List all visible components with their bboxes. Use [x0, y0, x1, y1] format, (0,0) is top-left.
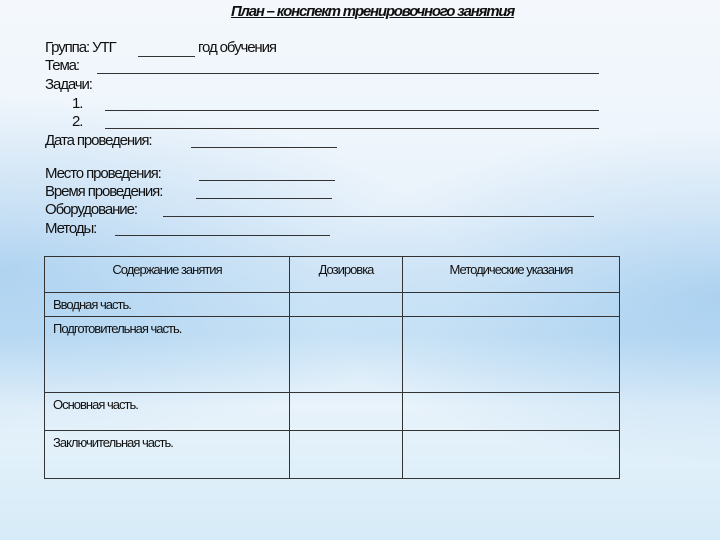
topic-label: Тема:	[45, 57, 79, 74]
table-row	[45, 317, 620, 393]
place-blank	[199, 180, 335, 181]
task-1-blank	[105, 110, 599, 111]
methods-label: Методы:	[45, 220, 97, 237]
equipment-blank	[163, 216, 594, 217]
row-label: Основная часть.	[45, 393, 290, 431]
header-content: Содержание занятия	[45, 257, 290, 293]
dosage-cell[interactable]	[290, 317, 403, 393]
equipment-label: Оборудование:	[45, 201, 137, 218]
table-row	[45, 431, 620, 479]
guidelines-cell[interactable]	[403, 431, 620, 479]
table-row	[45, 393, 620, 431]
document-title: План – конспект тренировочного занятия	[230, 3, 515, 20]
date-label: Дата проведения:	[45, 132, 152, 149]
group-blank	[138, 56, 195, 57]
guidelines-cell[interactable]	[403, 317, 620, 393]
dosage-cell[interactable]	[290, 293, 403, 317]
table-row	[45, 293, 620, 317]
lesson-table	[44, 256, 620, 479]
row-label: Вводная часть.	[45, 293, 290, 317]
topic-blank	[97, 73, 599, 74]
header-guidelines: Методические указания	[403, 257, 620, 293]
time-label: Время проведения:	[45, 183, 163, 200]
guidelines-cell[interactable]	[403, 293, 620, 317]
tasks-label: Задачи:	[45, 76, 92, 93]
table-header-row	[45, 257, 620, 293]
row-label: Подготовительная часть.	[45, 317, 290, 393]
header-dosage: Дозировка	[290, 257, 403, 293]
date-blank	[191, 147, 337, 148]
task-1-label: 1.	[72, 95, 83, 112]
guidelines-cell[interactable]	[403, 393, 620, 431]
time-blank	[196, 198, 332, 199]
group-label: Группа: УТГ	[45, 39, 116, 56]
row-label: Заключительная часть.	[45, 431, 290, 479]
task-2-blank	[105, 128, 599, 129]
year-label: год обучения	[198, 39, 276, 56]
dosage-cell[interactable]	[290, 393, 403, 431]
methods-blank	[115, 235, 330, 236]
task-2-label: 2.	[72, 113, 83, 130]
dosage-cell[interactable]	[290, 431, 403, 479]
place-label: Место проведения:	[45, 165, 161, 182]
